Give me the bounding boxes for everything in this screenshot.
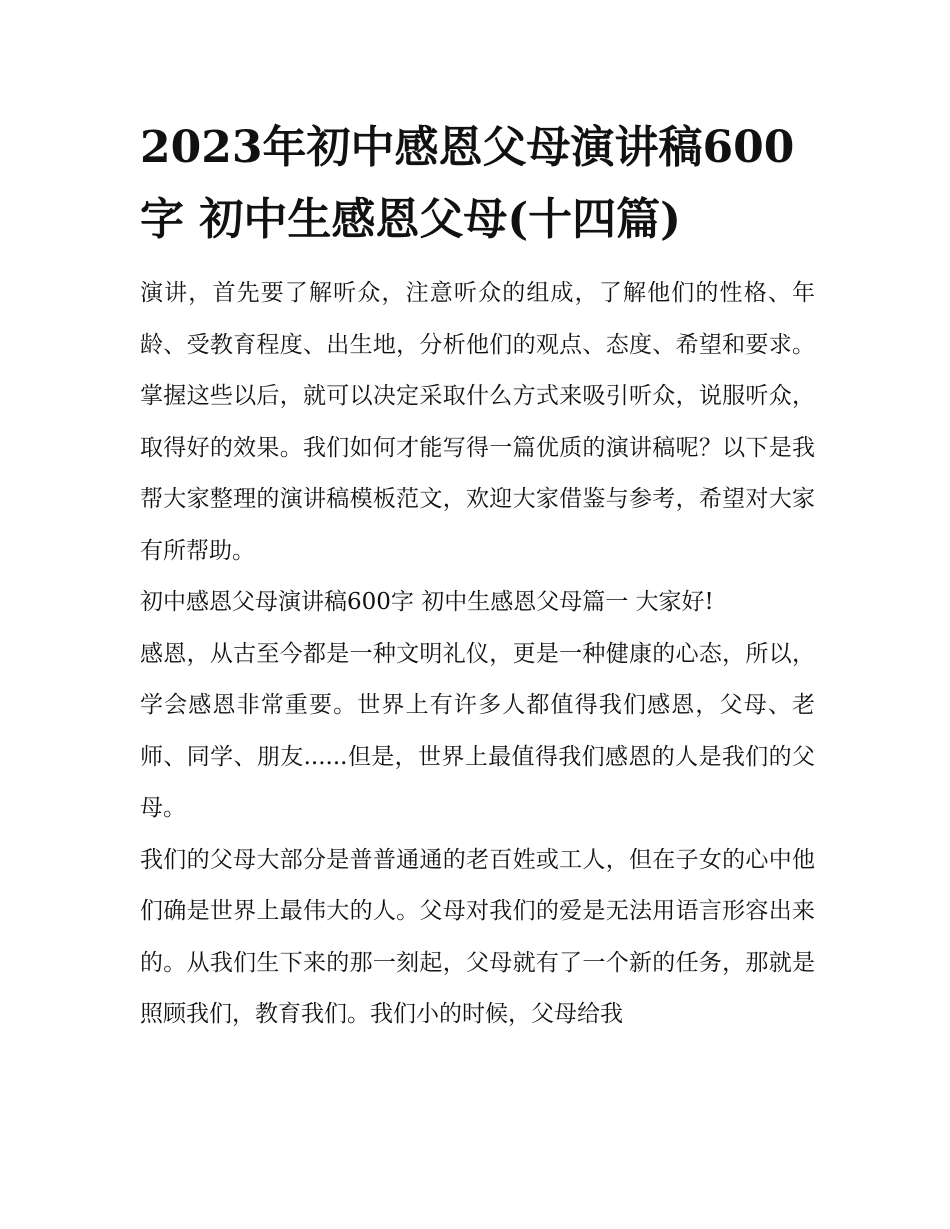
body-paragraph: 我们的父母大部分是普普通通的老百姓或工人，但在子女的心中他们确是世界上最伟大的人。父母对我们的爱是无法用语言形容出来的。从我们生下来的那一刻起，父母就有了一个新的任务，那就是照顾我们，教育我们。我们小的时候，父母给我 [140, 846, 815, 1027]
section-heading: 初中感恩父母演讲稿600字 初中生感恩父母篇一 大家好! [140, 589, 714, 615]
intro-paragraph: 演讲，首先要了解听众，注意听众的组成，了解他们的性格、年龄、受教育程度、出生地，分析他们的观点、态度、希望和要求。掌握这些以后，就可以决定采取什么方式来吸引听众，说服听众，取得好的效果。我们如何才能写得一篇优质的演讲稿呢？以下是我帮大家整理的演讲稿模板范文，欢迎大家借鉴与参考，希望对大家有所帮助。 [140, 280, 815, 564]
document-page [140, 112, 815, 1041]
document-title: 2023年初中感恩父母演讲稿600字 初中生感恩父母(十四篇) [140, 122, 795, 245]
body-paragraph: 感恩，从古至今都是一种文明礼仪，更是一种健康的心态，所以，学会感恩非常重要。世界上有许多人都值得我们感恩，父母、老师、同学、朋友......但是，世界上最值得我们感恩的人是我们的父母。 [140, 640, 815, 821]
